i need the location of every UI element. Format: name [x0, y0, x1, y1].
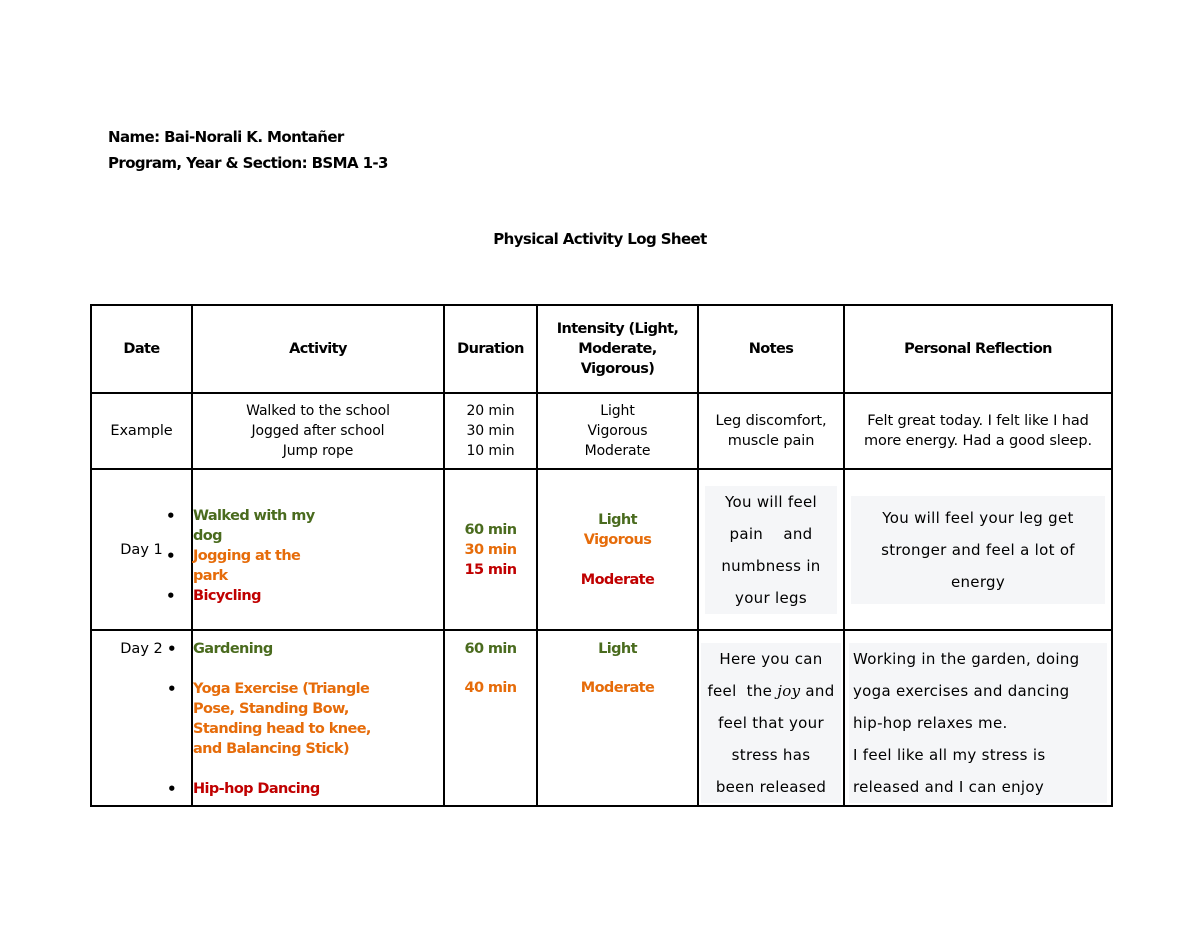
list-item: • Gardening [193, 639, 373, 659]
table-row-day1 [91, 469, 1112, 630]
table-row-day2 [91, 630, 1112, 806]
day1-reflection: You will feel your leg get stronger and feel a lot of energy [844, 469, 1112, 630]
header-duration: Duration [444, 305, 537, 393]
example-activities: Walked to the school Jogged after school Jump rope [192, 393, 444, 469]
example-intensities: Light Vigorous Moderate [537, 393, 698, 469]
list-item: • Hip-hop Dancing [193, 779, 373, 799]
list-item: • Jogging at the park [193, 546, 323, 586]
day1-intensities: Light Vigorous Moderate [537, 469, 698, 630]
header-intensity: Intensity (Light, Moderate, Vigorous) [537, 305, 698, 393]
program-line: Program, Year & Section: BSMA 1-3 [108, 154, 388, 172]
table-header-row [91, 305, 1112, 393]
day2-notes: Here you can feel the joy and feel that your stress has been released [698, 630, 844, 806]
example-reflection: Felt great today. I felt like I had more energy. Had a good sleep. [844, 393, 1112, 469]
header-reflection: Personal Reflection [844, 305, 1112, 393]
day2-intensities: Light Moderate [537, 630, 698, 806]
day1-date: Day 1 [91, 469, 192, 630]
page-title: Physical Activity Log Sheet [493, 230, 707, 248]
header-notes: Notes [698, 305, 844, 393]
activity-log-table [90, 304, 1113, 807]
example-durations: 20 min 30 min 10 min [444, 393, 537, 469]
day1-durations: 60 min 30 min 15 min [444, 469, 537, 630]
table-row-example [91, 393, 1112, 469]
day2-activities [192, 630, 444, 806]
name-line: Name: Bai-Norali K. Montañer [108, 128, 344, 146]
header-date: Date [91, 305, 192, 393]
day2-date: Day 2 [91, 630, 192, 806]
header-activity: Activity [192, 305, 444, 393]
day2-durations: 60 min 40 min [444, 630, 537, 806]
day2-reflection: Working in the garden, doing yoga exercises and dancing hip-hop relaxes me. I feel like all my stress is released and I can enjoy [844, 630, 1112, 806]
list-item: • Bicycling [193, 586, 323, 606]
day1-notes: You will feel pain and numbness in your legs [698, 469, 844, 630]
day1-activities [192, 469, 444, 630]
example-date: Example [91, 393, 192, 469]
example-notes: Leg discomfort, muscle pain [698, 393, 844, 469]
list-item: • Yoga Exercise (Triangle Pose, Standing Bow, Standing head to knee, and Balancing Stick) [193, 679, 373, 759]
list-item: • Walked with my dog [193, 506, 323, 546]
